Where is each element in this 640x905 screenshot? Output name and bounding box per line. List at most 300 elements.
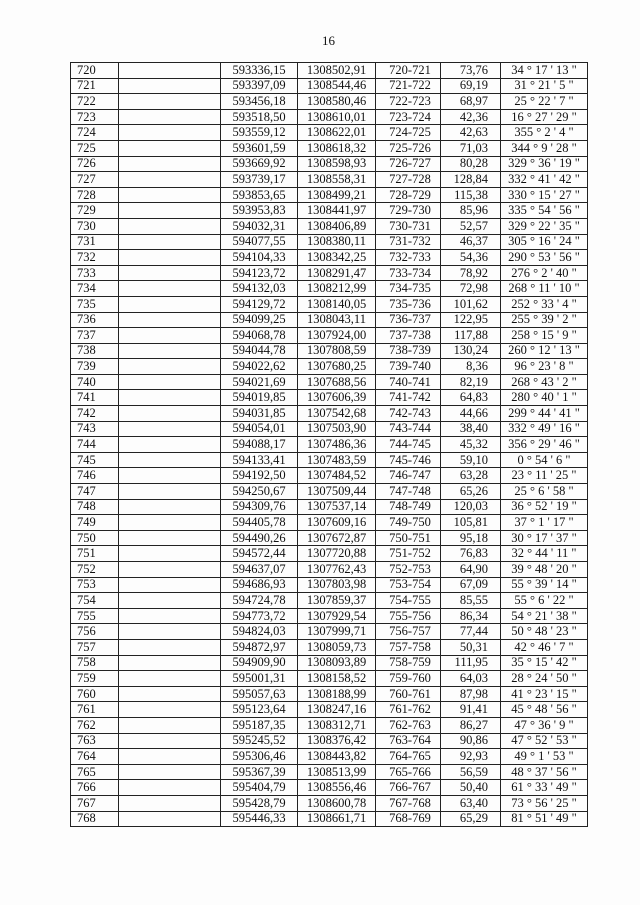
length-cell: 63,40 [441, 795, 501, 811]
x-coordinate-cell: 594490,26 [221, 530, 298, 546]
x-coordinate-cell: 594031,85 [221, 406, 298, 422]
y-coordinate-cell: 1307924,00 [298, 328, 376, 344]
y-coordinate-cell: 1307859,37 [298, 593, 376, 609]
table-row [71, 546, 588, 562]
y-coordinate-cell: 1307808,59 [298, 343, 376, 359]
y-coordinate-cell: 1308556,46 [298, 780, 376, 796]
x-coordinate-cell: 594909,90 [221, 655, 298, 671]
blank-cell [119, 109, 221, 125]
segment-cell: 724-725 [376, 125, 441, 141]
y-coordinate-cell: 1307720,88 [298, 546, 376, 562]
y-coordinate-cell: 1308158,52 [298, 671, 376, 687]
point-number-cell: 765 [71, 764, 119, 780]
segment-cell: 746-747 [376, 468, 441, 484]
angle-cell: 305 ° 16 ' 24 " [501, 234, 588, 250]
length-cell: 105,81 [441, 515, 501, 531]
blank-cell [119, 608, 221, 624]
point-number-cell: 760 [71, 686, 119, 702]
point-number-cell: 730 [71, 218, 119, 234]
x-coordinate-cell: 595057,63 [221, 686, 298, 702]
y-coordinate-cell: 1308598,93 [298, 156, 376, 172]
y-coordinate-cell: 1308188,99 [298, 686, 376, 702]
segment-cell: 726-727 [376, 156, 441, 172]
point-number-cell: 737 [71, 328, 119, 344]
point-number-cell: 743 [71, 421, 119, 437]
length-cell: 91,41 [441, 702, 501, 718]
table-row [71, 437, 588, 453]
blank-cell [119, 218, 221, 234]
angle-cell: 356 ° 29 ' 46 " [501, 437, 588, 453]
y-coordinate-cell: 1308502,91 [298, 63, 376, 79]
table-row [71, 717, 588, 733]
length-cell: 42,63 [441, 125, 501, 141]
blank-cell [119, 562, 221, 578]
angle-cell: 28 ° 24 ' 50 " [501, 671, 588, 687]
segment-cell: 766-767 [376, 780, 441, 796]
x-coordinate-cell: 595187,35 [221, 717, 298, 733]
length-cell: 101,62 [441, 296, 501, 312]
table-row [71, 218, 588, 234]
x-coordinate-cell: 594724,78 [221, 593, 298, 609]
length-cell: 64,90 [441, 562, 501, 578]
blank-cell [119, 406, 221, 422]
angle-cell: 61 ° 33 ' 49 " [501, 780, 588, 796]
angle-cell: 48 ° 37 ' 56 " [501, 764, 588, 780]
table-row [71, 78, 588, 94]
length-cell: 63,28 [441, 468, 501, 484]
blank-cell [119, 717, 221, 733]
blank-cell [119, 63, 221, 79]
point-number-cell: 734 [71, 281, 119, 297]
length-cell: 117,88 [441, 328, 501, 344]
length-cell: 128,84 [441, 172, 501, 188]
y-coordinate-cell: 1308610,01 [298, 109, 376, 125]
blank-cell [119, 437, 221, 453]
x-coordinate-cell: 594019,85 [221, 390, 298, 406]
y-coordinate-cell: 1308342,25 [298, 250, 376, 266]
y-coordinate-cell: 1307537,14 [298, 499, 376, 515]
angle-cell: 23 ° 11 ' 25 " [501, 468, 588, 484]
blank-cell [119, 702, 221, 718]
table-row [71, 140, 588, 156]
x-coordinate-cell: 593559,12 [221, 125, 298, 141]
segment-cell: 735-736 [376, 296, 441, 312]
blank-cell [119, 94, 221, 110]
table-row [71, 562, 588, 578]
x-coordinate-cell: 594133,41 [221, 452, 298, 468]
point-number-cell: 732 [71, 250, 119, 266]
length-cell: 44,66 [441, 406, 501, 422]
length-cell: 111,95 [441, 655, 501, 671]
blank-cell [119, 655, 221, 671]
x-coordinate-cell: 594054,01 [221, 421, 298, 437]
table-row [71, 749, 588, 765]
blank-cell [119, 203, 221, 219]
table-row [71, 328, 588, 344]
angle-cell: 55 ° 39 ' 14 " [501, 577, 588, 593]
y-coordinate-cell: 1307688,56 [298, 374, 376, 390]
x-coordinate-cell: 595404,79 [221, 780, 298, 796]
point-number-cell: 747 [71, 484, 119, 500]
blank-cell [119, 484, 221, 500]
angle-cell: 332 ° 41 ' 42 " [501, 172, 588, 188]
point-number-cell: 739 [71, 359, 119, 375]
segment-cell: 733-734 [376, 265, 441, 281]
blank-cell [119, 530, 221, 546]
angle-cell: 50 ° 48 ' 23 " [501, 624, 588, 640]
y-coordinate-cell: 1308622,01 [298, 125, 376, 141]
x-coordinate-cell: 594773,72 [221, 608, 298, 624]
y-coordinate-cell: 1308661,71 [298, 811, 376, 827]
point-number-cell: 768 [71, 811, 119, 827]
segment-cell: 753-754 [376, 577, 441, 593]
x-coordinate-cell: 594099,25 [221, 312, 298, 328]
length-cell: 64,83 [441, 390, 501, 406]
x-coordinate-cell: 595367,39 [221, 764, 298, 780]
point-number-cell: 738 [71, 343, 119, 359]
length-cell: 45,32 [441, 437, 501, 453]
table-row [71, 795, 588, 811]
angle-cell: 49 ° 1 ' 53 " [501, 749, 588, 765]
length-cell: 59,10 [441, 452, 501, 468]
angle-cell: 330 ° 15 ' 27 " [501, 187, 588, 203]
point-number-cell: 735 [71, 296, 119, 312]
angle-cell: 280 ° 40 ' 1 " [501, 390, 588, 406]
x-coordinate-cell: 595001,31 [221, 671, 298, 687]
y-coordinate-cell: 1308544,46 [298, 78, 376, 94]
angle-cell: 260 ° 12 ' 13 " [501, 343, 588, 359]
segment-cell: 749-750 [376, 515, 441, 531]
x-coordinate-cell: 595428,79 [221, 795, 298, 811]
table-row [71, 733, 588, 749]
point-number-cell: 749 [71, 515, 119, 531]
length-cell: 122,95 [441, 312, 501, 328]
blank-cell [119, 671, 221, 687]
length-cell: 82,19 [441, 374, 501, 390]
point-number-cell: 756 [71, 624, 119, 640]
table-row [71, 811, 588, 827]
point-number-cell: 724 [71, 125, 119, 141]
segment-cell: 720-721 [376, 63, 441, 79]
table-row [71, 484, 588, 500]
table-row [71, 250, 588, 266]
segment-cell: 741-742 [376, 390, 441, 406]
length-cell: 87,98 [441, 686, 501, 702]
segment-cell: 728-729 [376, 187, 441, 203]
y-coordinate-cell: 1307483,59 [298, 452, 376, 468]
x-coordinate-cell: 594132,03 [221, 281, 298, 297]
angle-cell: 31 ° 21 ' 5 " [501, 78, 588, 94]
blank-cell [119, 312, 221, 328]
length-cell: 69,19 [441, 78, 501, 94]
y-coordinate-cell: 1307929,54 [298, 608, 376, 624]
blank-cell [119, 686, 221, 702]
table-row [71, 125, 588, 141]
length-cell: 80,28 [441, 156, 501, 172]
angle-cell: 73 ° 56 ' 25 " [501, 795, 588, 811]
angle-cell: 268 ° 43 ' 2 " [501, 374, 588, 390]
angle-cell: 35 ° 15 ' 42 " [501, 655, 588, 671]
segment-cell: 756-757 [376, 624, 441, 640]
y-coordinate-cell: 1308140,05 [298, 296, 376, 312]
y-coordinate-cell: 1308291,47 [298, 265, 376, 281]
point-number-cell: 723 [71, 109, 119, 125]
segment-cell: 765-766 [376, 764, 441, 780]
blank-cell [119, 234, 221, 250]
point-number-cell: 740 [71, 374, 119, 390]
length-cell: 72,98 [441, 281, 501, 297]
y-coordinate-cell: 1307762,43 [298, 562, 376, 578]
table-row [71, 359, 588, 375]
segment-cell: 742-743 [376, 406, 441, 422]
segment-cell: 750-751 [376, 530, 441, 546]
x-coordinate-cell: 593456,18 [221, 94, 298, 110]
angle-cell: 39 ° 48 ' 20 " [501, 562, 588, 578]
blank-cell [119, 172, 221, 188]
point-number-cell: 753 [71, 577, 119, 593]
segment-cell: 732-733 [376, 250, 441, 266]
point-number-cell: 728 [71, 187, 119, 203]
segment-cell: 759-760 [376, 671, 441, 687]
y-coordinate-cell: 1307484,52 [298, 468, 376, 484]
segment-cell: 737-738 [376, 328, 441, 344]
point-number-cell: 761 [71, 702, 119, 718]
x-coordinate-cell: 594123,72 [221, 265, 298, 281]
segment-cell: 745-746 [376, 452, 441, 468]
blank-cell [119, 156, 221, 172]
segment-cell: 752-753 [376, 562, 441, 578]
y-coordinate-cell: 1308499,21 [298, 187, 376, 203]
table-row [71, 655, 588, 671]
angle-cell: 45 ° 48 ' 56 " [501, 702, 588, 718]
angle-cell: 54 ° 21 ' 38 " [501, 608, 588, 624]
angle-cell: 36 ° 52 ' 19 " [501, 499, 588, 515]
y-coordinate-cell: 1307606,39 [298, 390, 376, 406]
table-row [71, 296, 588, 312]
table-row [71, 671, 588, 687]
point-number-cell: 729 [71, 203, 119, 219]
angle-cell: 332 ° 49 ' 16 " [501, 421, 588, 437]
length-cell: 92,93 [441, 749, 501, 765]
table-row [71, 94, 588, 110]
angle-cell: 25 ° 22 ' 7 " [501, 94, 588, 110]
blank-cell [119, 187, 221, 203]
table-row [71, 187, 588, 203]
segment-cell: 727-728 [376, 172, 441, 188]
angle-cell: 47 ° 52 ' 53 " [501, 733, 588, 749]
table-row [71, 406, 588, 422]
x-coordinate-cell: 595245,52 [221, 733, 298, 749]
point-number-cell: 731 [71, 234, 119, 250]
blank-cell [119, 390, 221, 406]
blank-cell [119, 452, 221, 468]
blank-cell [119, 125, 221, 141]
x-coordinate-cell: 593518,50 [221, 109, 298, 125]
angle-cell: 276 ° 2 ' 40 " [501, 265, 588, 281]
blank-cell [119, 250, 221, 266]
table-row [71, 702, 588, 718]
table-row [71, 172, 588, 188]
x-coordinate-cell: 594077,55 [221, 234, 298, 250]
x-coordinate-cell: 595446,33 [221, 811, 298, 827]
length-cell: 65,29 [441, 811, 501, 827]
table-row [71, 764, 588, 780]
segment-cell: 758-759 [376, 655, 441, 671]
y-coordinate-cell: 1307542,68 [298, 406, 376, 422]
length-cell: 130,24 [441, 343, 501, 359]
blank-cell [119, 468, 221, 484]
x-coordinate-cell: 595123,64 [221, 702, 298, 718]
table-row [71, 156, 588, 172]
point-number-cell: 752 [71, 562, 119, 578]
table-row [71, 421, 588, 437]
length-cell: 64,03 [441, 671, 501, 687]
table-row [71, 639, 588, 655]
segment-cell: 730-731 [376, 218, 441, 234]
segment-cell: 734-735 [376, 281, 441, 297]
angle-cell: 329 ° 22 ' 35 " [501, 218, 588, 234]
segment-cell: 744-745 [376, 437, 441, 453]
segment-cell: 722-723 [376, 94, 441, 110]
length-cell: 85,55 [441, 593, 501, 609]
blank-cell [119, 421, 221, 437]
length-cell: 77,44 [441, 624, 501, 640]
x-coordinate-cell: 594104,33 [221, 250, 298, 266]
y-coordinate-cell: 1307672,87 [298, 530, 376, 546]
blank-cell [119, 795, 221, 811]
length-cell: 38,40 [441, 421, 501, 437]
point-number-cell: 751 [71, 546, 119, 562]
point-number-cell: 757 [71, 639, 119, 655]
blank-cell [119, 811, 221, 827]
point-number-cell: 759 [71, 671, 119, 687]
x-coordinate-cell: 593336,15 [221, 63, 298, 79]
angle-cell: 32 ° 44 ' 11 " [501, 546, 588, 562]
angle-cell: 255 ° 39 ' 2 " [501, 312, 588, 328]
y-coordinate-cell: 1308443,82 [298, 749, 376, 765]
point-number-cell: 736 [71, 312, 119, 328]
point-number-cell: 727 [71, 172, 119, 188]
angle-cell: 344 ° 9 ' 28 " [501, 140, 588, 156]
y-coordinate-cell: 1307680,25 [298, 359, 376, 375]
x-coordinate-cell: 594250,67 [221, 484, 298, 500]
table-row [71, 452, 588, 468]
table-row [71, 530, 588, 546]
angle-cell: 258 ° 15 ' 9 " [501, 328, 588, 344]
y-coordinate-cell: 1307803,98 [298, 577, 376, 593]
x-coordinate-cell: 594405,78 [221, 515, 298, 531]
segment-cell: 736-737 [376, 312, 441, 328]
point-number-cell: 755 [71, 608, 119, 624]
blank-cell [119, 515, 221, 531]
angle-cell: 30 ° 17 ' 37 " [501, 530, 588, 546]
length-cell: 50,40 [441, 780, 501, 796]
segment-cell: 761-762 [376, 702, 441, 718]
x-coordinate-cell: 594824,03 [221, 624, 298, 640]
y-coordinate-cell: 1307503,90 [298, 421, 376, 437]
segment-cell: 740-741 [376, 374, 441, 390]
coordinates-table [70, 62, 588, 827]
point-number-cell: 733 [71, 265, 119, 281]
point-number-cell: 762 [71, 717, 119, 733]
length-cell: 8,36 [441, 359, 501, 375]
table-row [71, 63, 588, 79]
angle-cell: 41 ° 23 ' 15 " [501, 686, 588, 702]
x-coordinate-cell: 594032,31 [221, 218, 298, 234]
length-cell: 95,18 [441, 530, 501, 546]
y-coordinate-cell: 1308247,16 [298, 702, 376, 718]
angle-cell: 0 ° 54 ' 6 " [501, 452, 588, 468]
segment-cell: 729-730 [376, 203, 441, 219]
y-coordinate-cell: 1308212,99 [298, 281, 376, 297]
y-coordinate-cell: 1308558,31 [298, 172, 376, 188]
y-coordinate-cell: 1308093,89 [298, 655, 376, 671]
point-number-cell: 720 [71, 63, 119, 79]
x-coordinate-cell: 594572,44 [221, 546, 298, 562]
angle-cell: 268 ° 11 ' 10 " [501, 281, 588, 297]
blank-cell [119, 764, 221, 780]
table-row [71, 780, 588, 796]
length-cell: 71,03 [441, 140, 501, 156]
segment-cell: 754-755 [376, 593, 441, 609]
length-cell: 85,96 [441, 203, 501, 219]
segment-cell: 767-768 [376, 795, 441, 811]
y-coordinate-cell: 1308406,89 [298, 218, 376, 234]
y-coordinate-cell: 1307486,36 [298, 437, 376, 453]
blank-cell [119, 639, 221, 655]
blank-cell [119, 359, 221, 375]
x-coordinate-cell: 593853,65 [221, 187, 298, 203]
segment-cell: 738-739 [376, 343, 441, 359]
x-coordinate-cell: 593953,83 [221, 203, 298, 219]
x-coordinate-cell: 594309,76 [221, 499, 298, 515]
length-cell: 86,34 [441, 608, 501, 624]
length-cell: 120,03 [441, 499, 501, 515]
segment-cell: 760-761 [376, 686, 441, 702]
point-number-cell: 758 [71, 655, 119, 671]
length-cell: 54,36 [441, 250, 501, 266]
segment-cell: 751-752 [376, 546, 441, 562]
table-row [71, 624, 588, 640]
table-row [71, 499, 588, 515]
length-cell: 115,38 [441, 187, 501, 203]
angle-cell: 252 ° 33 ' 4 " [501, 296, 588, 312]
angle-cell: 16 ° 27 ' 29 " [501, 109, 588, 125]
segment-cell: 723-724 [376, 109, 441, 125]
table-row [71, 281, 588, 297]
point-number-cell: 764 [71, 749, 119, 765]
point-number-cell: 742 [71, 406, 119, 422]
y-coordinate-cell: 1308441,97 [298, 203, 376, 219]
x-coordinate-cell: 594068,78 [221, 328, 298, 344]
blank-cell [119, 265, 221, 281]
point-number-cell: 741 [71, 390, 119, 406]
angle-cell: 55 ° 6 ' 22 " [501, 593, 588, 609]
point-number-cell: 750 [71, 530, 119, 546]
y-coordinate-cell: 1308618,32 [298, 140, 376, 156]
point-number-cell: 744 [71, 437, 119, 453]
table-row [71, 390, 588, 406]
table-body [71, 63, 588, 827]
table-row [71, 203, 588, 219]
x-coordinate-cell: 593669,92 [221, 156, 298, 172]
table-row [71, 577, 588, 593]
blank-cell [119, 593, 221, 609]
y-coordinate-cell: 1307509,44 [298, 484, 376, 500]
angle-cell: 96 ° 23 ' 8 " [501, 359, 588, 375]
angle-cell: 81 ° 51 ' 49 " [501, 811, 588, 827]
length-cell: 56,59 [441, 764, 501, 780]
